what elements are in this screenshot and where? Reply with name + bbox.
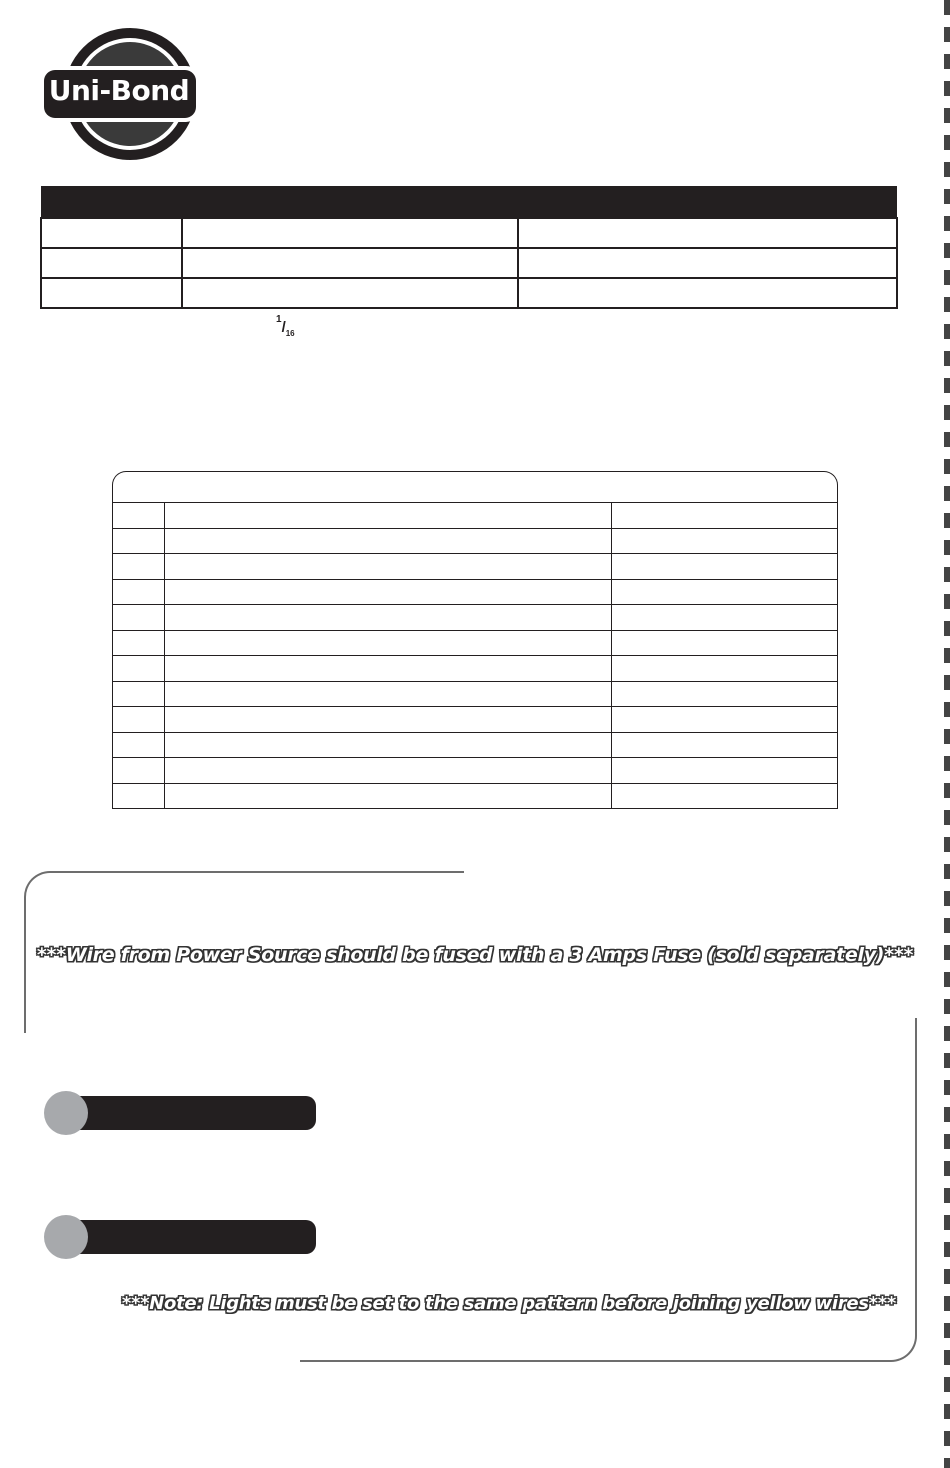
registration-marks bbox=[944, 0, 950, 1468]
table-row bbox=[41, 218, 897, 248]
step-2-header-bar bbox=[64, 1220, 316, 1254]
spec-header-cell bbox=[41, 186, 182, 218]
table-row bbox=[113, 528, 838, 554]
table-row bbox=[113, 707, 838, 733]
spec-header-cell bbox=[182, 186, 518, 218]
table-row bbox=[113, 579, 838, 605]
fuse-warning-text: ***Wire from Power Source should be fused with a 3 Amps Fuse (sold separately)*** bbox=[36, 944, 914, 966]
step-1-circle bbox=[44, 1091, 88, 1135]
step-2-circle bbox=[44, 1215, 88, 1259]
table-row bbox=[113, 732, 838, 758]
table-row bbox=[113, 503, 838, 529]
logo-text: Uni-Bond bbox=[48, 74, 190, 107]
parts-table-header bbox=[112, 471, 838, 503]
table-row bbox=[41, 248, 897, 278]
uni-bond-logo bbox=[38, 26, 206, 164]
table-row bbox=[41, 278, 897, 308]
fraction-label: $^1/_{16}$ bbox=[276, 314, 295, 338]
spec-table bbox=[40, 186, 898, 309]
step-1-header-bar bbox=[64, 1096, 316, 1130]
table-row bbox=[113, 656, 838, 682]
table-row bbox=[113, 554, 838, 580]
table-row bbox=[113, 783, 838, 809]
table-row bbox=[113, 758, 838, 784]
spec-table-header bbox=[41, 186, 897, 218]
table-row bbox=[113, 681, 838, 707]
table-row bbox=[113, 605, 838, 631]
parts-table bbox=[112, 502, 838, 809]
spec-header-cell bbox=[518, 186, 897, 218]
table-row bbox=[113, 630, 838, 656]
pattern-note-text: ***Note: Lights must be set to the same pattern before joining yellow wires*** bbox=[121, 1293, 896, 1314]
